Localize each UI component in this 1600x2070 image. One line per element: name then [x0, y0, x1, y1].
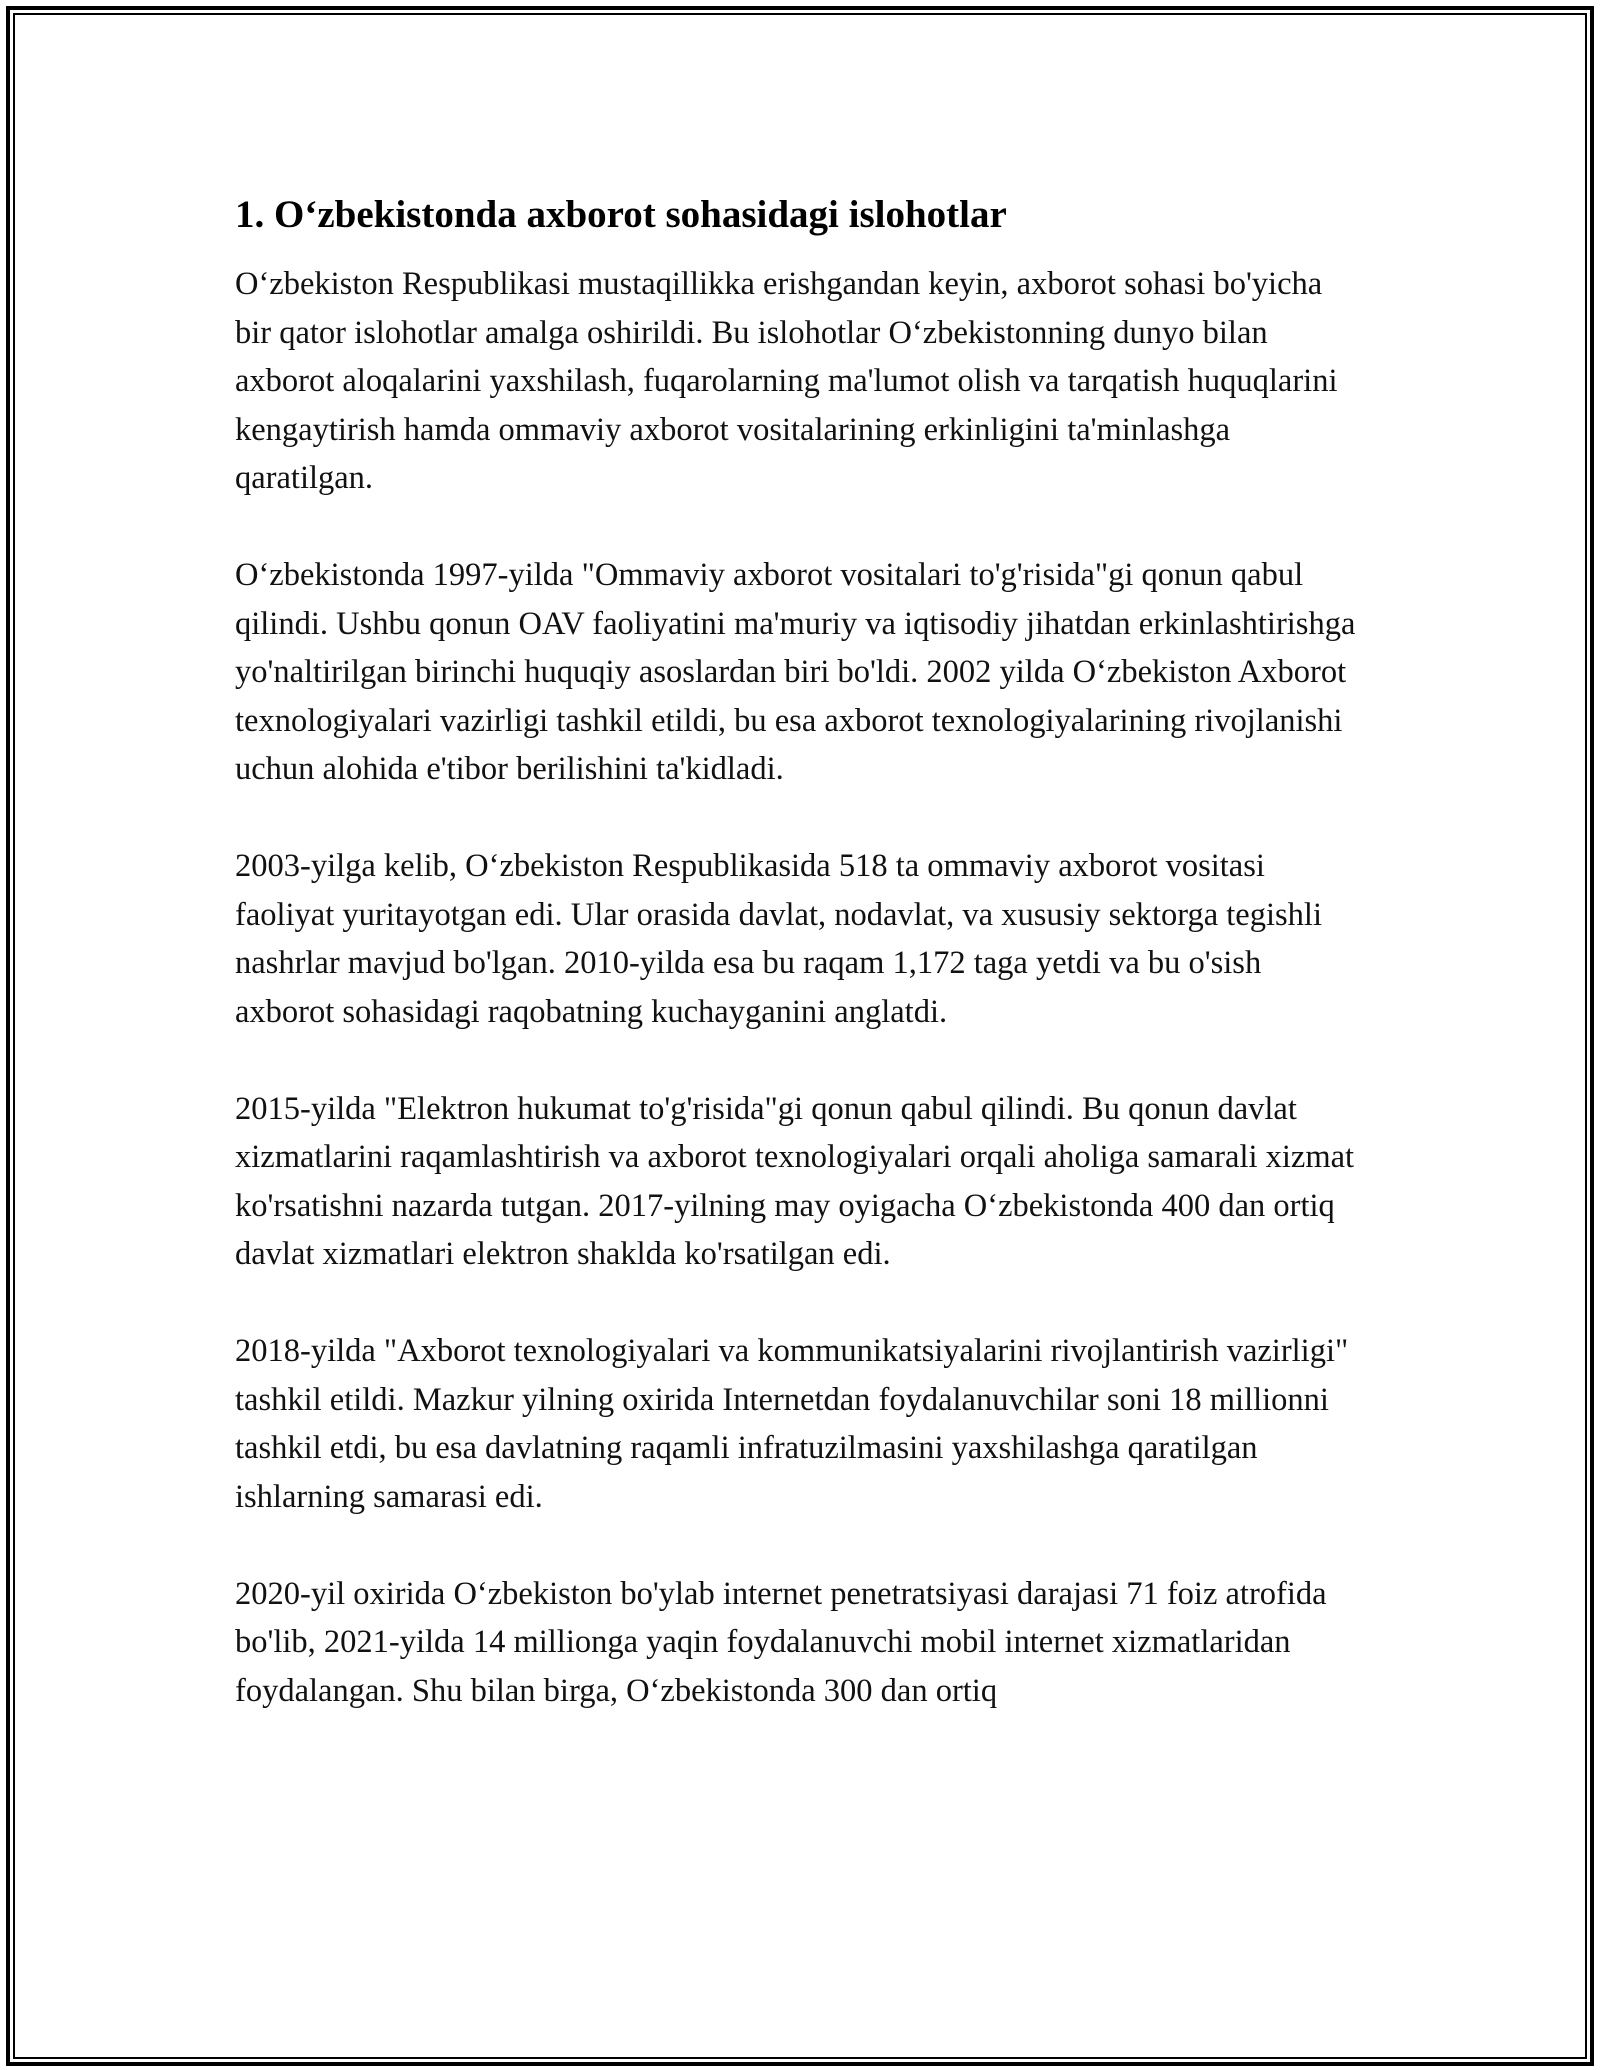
paragraph: 2003-yilga kelib, O‘zbekiston Respublikasida 518 ta ommaviy axborot vositasi faoliyat yuritayotgan edi. Ular orasida davlat, nodavlat, va xususiy sektorga tegishli nashrlar mavjud bo'lgan. 2010-yilda esa bu raqam 1,172 taga yetdi va bu o'sish axborot sohasidagi raqobatning kuchayganini anglatdi.	[235, 848, 1322, 1030]
paragraph: O‘zbekiston Respublikasi mustaqillikka erishgandan keyin, axborot sohasi bo'yicha bir qator islohotlar amalga oshirildi. Bu islohotlar O‘zbekistonning dunyo bilan axborot aloqalarini yaxshilash, fuqarolarning ma'lumot olish va tarqatish huquqlarini kengaytirish hamda ommaviy axborot vositalarining erkinligini ta'minlashga qaratilgan.	[235, 266, 1338, 496]
paragraph: 2020-yil oxirida O‘zbekiston bo'ylab internet penetratsiyasi darajasi 71 foiz atrofida bo'lib, 2021-yilda 14 millionga yaqin foydalanuvchi mobil internet xizmatlaridan foydalangan. Shu bilan birga, O‘zbekistonda 300 dan ortiq	[235, 1575, 1327, 1709]
paragraph: 2015-yilda "Elektron hukumat to'g'risida"gi qonun qabul qilindi. Bu qonun davlat xizmatlarini raqamlashtirish va axborot texnologiyalari orqali aholiga samarali xizmat ko'rsatishni nazarda tutgan. 2017-yilning may oyigacha O‘zbekistonda 400 dan ortiq davlat xizmatlari elektron shaklda ko'rsatilgan edi.	[235, 1090, 1355, 1272]
paragraph: 2018-yilda "Axborot texnologiyalari va kommunikatsiyalarini rivojlantirish vazirligi" tashkil etildi. Mazkur yilning oxirida Internetdan foydalanuvchilar soni 18 millionni tashkil etdi, bu esa davlatning raqamli infratuzilmasini yaxshilashga qaratilgan ishlarning samarasi edi.	[235, 1333, 1349, 1515]
paragraph: O‘zbekistonda 1997-yilda "Ommaviy axborot vositalari to'g'risida"gi qonun qabul qilindi. Ushbu qonun OAV faoliyatini ma'muriy va iqtisodiy jihatdan erkinlashtirishga yo'naltirilgan birinchi huquqiy asoslardan biri bo'ldi. 2002 yilda O‘zbekiston Axborot texnologiyalari vazirligi tashkil etildi, bu esa axborot texnologiyalarining rivojlanishi uchun alohida e'tibor berilishini ta'kidladi.	[235, 557, 1356, 787]
section-heading: 1. O‘zbekistonda axborot sohasidagi islohotlar	[235, 193, 1007, 236]
document-body	[235, 190, 1365, 1764]
